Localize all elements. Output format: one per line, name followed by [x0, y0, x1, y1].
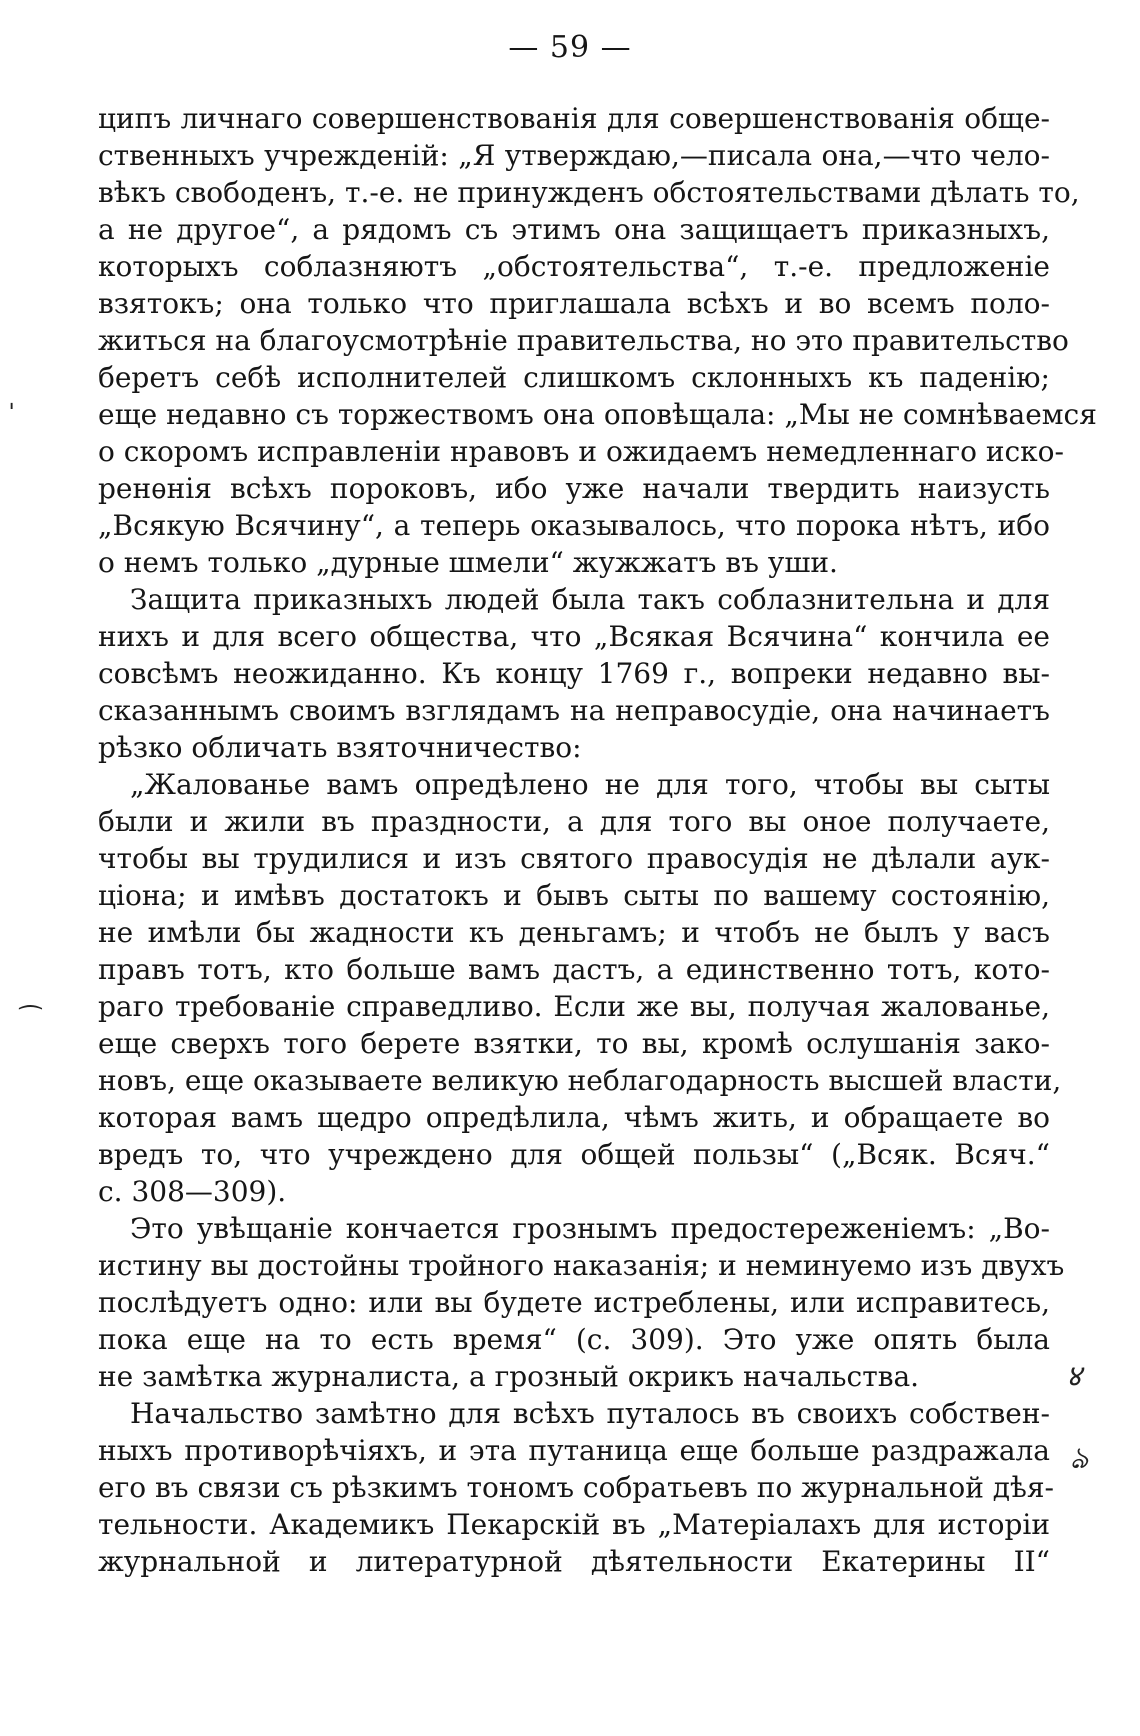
text-line: его въ связи съ рѣзкимъ тономъ собратьевъ по журнальной дѣя-	[98, 1471, 1055, 1504]
text-line: пока еще на то есть время“ (с. 309). Это уже опять была	[98, 1323, 1050, 1356]
text-line: журнальной и литературной дѣятельности Екатерины II“	[98, 1545, 1050, 1578]
text-line: ренѳнія всѣхъ пороковъ, ибо уже начали твердить наизусть	[98, 472, 1050, 505]
text-line: еще недавно съ торжествомъ она оповѣщала: „Мы не сомнѣваемся	[98, 398, 1097, 431]
text-line: еще сверхъ того берете взятки, то вы, кромѣ ослушанія зако-	[98, 1027, 1050, 1060]
text-line: нихъ и для всего общества, что „Всякая Всячина“ кончила ее	[98, 620, 1050, 653]
text-line: Защита приказныхъ людей была такъ соблазнительна и для	[130, 583, 1050, 616]
text-line: „Всякую Всячину“, а теперь оказывалось, что порока нѣтъ, ибо	[98, 509, 1050, 542]
margin-handwritten-mark: ঌ	[1070, 1441, 1089, 1476]
text-line: о скоромъ исправленіи нравовъ и ожидаемъ немедленнаго искo-	[98, 435, 1064, 468]
text-line: не имѣли бы жадности къ деньгамъ; и чтобъ не былъ у васъ	[98, 916, 1050, 949]
text-line: которая вамъ щедро опредѣлила, чѣмъ жить, и обращаете во	[98, 1101, 1050, 1134]
text-line: о немъ только „дурные шмели“ жужжатъ въ уши.	[98, 546, 838, 579]
text-line: послѣдуетъ одно: или вы будете истреблены, или исправитесь,	[98, 1286, 1050, 1319]
text-line: взятокъ; она только что приглашала всѣхъ и во всемъ поло-	[98, 287, 1050, 320]
text-line: рѣзко обличать взяточничество:	[98, 731, 582, 764]
text-line: вѣкъ свободенъ, т.-е. не принужденъ обстоятельствами дѣлать то,	[98, 176, 1080, 209]
text-line: истину вы достойны тройного наказанія; и неминуемо изъ двухъ	[98, 1249, 1065, 1282]
text-line: тельности. Академикъ Пекарскій въ „Матеріалахъ для исторіи	[98, 1508, 1050, 1541]
text-line: Начальство замѣтно для всѣхъ путалось въ своихъ собствен-	[130, 1397, 1050, 1430]
margin-pencil-mark: ˈ	[8, 400, 16, 430]
text-line: были и жили въ праздности, а для того вы оное получаете,	[98, 805, 1050, 838]
text-line: сказаннымъ своимъ взглядамъ на неправосудіе, она начинаетъ	[98, 694, 1050, 727]
body-text	[98, 100, 1097, 1580]
text-line: житься на благоусмотрѣніе правительства, но это правительство	[98, 324, 1069, 357]
text-line: „Жалованье вамъ опредѣлено не для того, чтобы вы сыты	[130, 768, 1050, 801]
text-line: Это увѣщаніе кончается грознымъ предостереженіемъ: „Во-	[130, 1212, 1050, 1245]
text-line: правъ тотъ, кто больше вамъ дастъ, а единственно тотъ, кото-	[98, 953, 1050, 986]
text-line: с. 308—309).	[98, 1175, 287, 1208]
paragraph-5	[98, 1395, 1055, 1580]
text-line: ныхъ противорѣчіяхъ, и эта путаница еще больше раздражала	[98, 1434, 1050, 1467]
text-line: новъ, еще оказываете великую неблагодарность высшей власти,	[98, 1064, 1062, 1097]
paragraph-3-quotation	[98, 766, 1062, 1210]
text-line: раго требованіе справедливо. Если же вы, получая жалованье,	[98, 990, 1050, 1023]
text-line: а не другое“, а рядомъ съ этимъ она защищаетъ приказныхъ,	[98, 213, 1050, 246]
margin-pencil-mark: ⁀	[20, 1006, 41, 1036]
text-line: ципъ личнаго совершенствованія для совершенствованія обще-	[98, 102, 1050, 135]
text-line: которыхъ соблазняютъ „обстоятельства“, т.-е. предложеніе	[98, 250, 1050, 283]
margin-handwritten-mark: ४	[1066, 1359, 1082, 1394]
text-line: ственныхъ учрежденій: „Я утверждаю,—писала она,—что чело-	[98, 139, 1050, 172]
paragraph-1	[98, 100, 1097, 581]
text-line: беретъ себѣ исполнителей слишкомъ склонныхъ къ паденію;	[98, 361, 1050, 394]
text-line: вредъ то, что учреждено для общей пользы“ („Всяк. Всяч.“	[98, 1138, 1050, 1171]
paragraph-4	[98, 1210, 1065, 1395]
page-number: — 59 —	[508, 30, 632, 65]
text-line: ціона; и имѣвъ достатокъ и бывъ сыты по вашему состоянію,	[98, 879, 1050, 912]
text-line: чтобы вы трудилися и изъ святого правосудія не дѣлали аук-	[98, 842, 1050, 875]
paragraph-2	[98, 581, 1050, 766]
text-line: совсѣмъ неожиданно. Къ концу 1769 г., вопреки недавно вы-	[98, 657, 1050, 690]
text-line: не замѣтка журналиста, а грозный окрикъ начальства.	[98, 1360, 920, 1393]
